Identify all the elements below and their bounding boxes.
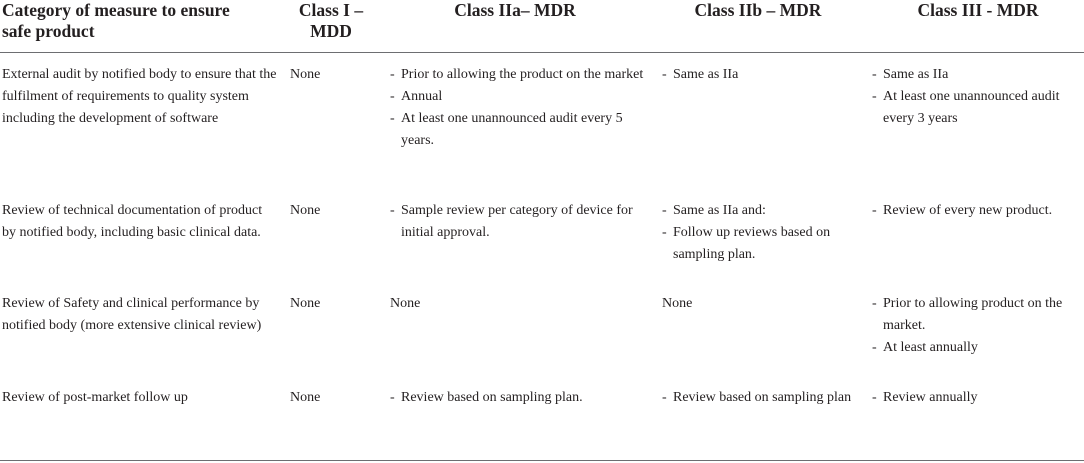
row-1-class-iii bbox=[872, 64, 1084, 130]
row-4-class-iii bbox=[872, 387, 1084, 409]
header-category: Category of measure to ensure safe product bbox=[2, 0, 230, 41]
list-item: - Prior to allowing product on the market. bbox=[872, 293, 1084, 337]
list-item: - Prior to allowing the product on the market bbox=[390, 64, 648, 86]
list-item: - At least one unannounced audit every 5 years. bbox=[390, 108, 648, 152]
row-1-category: External audit by notified body to ensure that the fulfilment of requirements to quality system including the development of software bbox=[2, 67, 277, 126]
row-3-class-iia: None bbox=[390, 296, 421, 311]
list-item: - Review based on sampling plan bbox=[662, 387, 862, 409]
list-item: - Review annually bbox=[872, 387, 1084, 409]
row-3-class-iib: None bbox=[662, 296, 693, 311]
list-item: - Same as IIa and: bbox=[662, 200, 862, 222]
list-item: - Same as IIa bbox=[872, 64, 1084, 86]
row-1-class-iia bbox=[390, 64, 648, 152]
row-4-class-iia bbox=[390, 387, 648, 409]
row-3-category: Review of Safety and clinical performance by notified body (more extensive clinical review) bbox=[2, 296, 262, 333]
list-item: - At least one unannounced audit every 3 years bbox=[872, 86, 1084, 130]
row-4-category: Review of post-market follow up bbox=[2, 390, 188, 405]
row-4-class-i: None bbox=[290, 390, 321, 405]
row-2-class-iib bbox=[662, 200, 862, 266]
header-class-iia: Class IIa– MDR bbox=[454, 0, 576, 20]
header-divider bbox=[0, 52, 1084, 53]
table-bottom-rule bbox=[0, 460, 1084, 461]
header-class-i: Class I – MDD bbox=[298, 0, 364, 41]
list-item: - At least annually bbox=[872, 337, 1084, 359]
row-4-class-iib bbox=[662, 387, 862, 409]
row-2-class-iia bbox=[390, 200, 648, 244]
row-3-class-i: None bbox=[290, 296, 321, 311]
row-2-category: Review of technical documentation of product by notified body, including basic clinical data. bbox=[2, 203, 263, 240]
row-1-class-iib bbox=[662, 64, 862, 86]
list-item: - Same as IIa bbox=[662, 64, 862, 86]
list-item: - Review of every new product. bbox=[872, 200, 1084, 222]
header-class-iib: Class IIb – MDR bbox=[694, 0, 822, 20]
row-1-class-i: None bbox=[290, 67, 321, 82]
row-3-class-iii bbox=[872, 293, 1084, 359]
list-item: - Annual bbox=[390, 86, 648, 108]
row-2-class-i: None bbox=[290, 203, 321, 218]
list-item: - Sample review per category of device for initial approval. bbox=[390, 200, 648, 244]
list-item: - Review based on sampling plan. bbox=[390, 387, 648, 409]
header-class-iii: Class III - MDR bbox=[917, 0, 1039, 20]
list-item: - Follow up reviews based on sampling plan. bbox=[662, 222, 862, 266]
row-2-class-iii bbox=[872, 200, 1084, 222]
